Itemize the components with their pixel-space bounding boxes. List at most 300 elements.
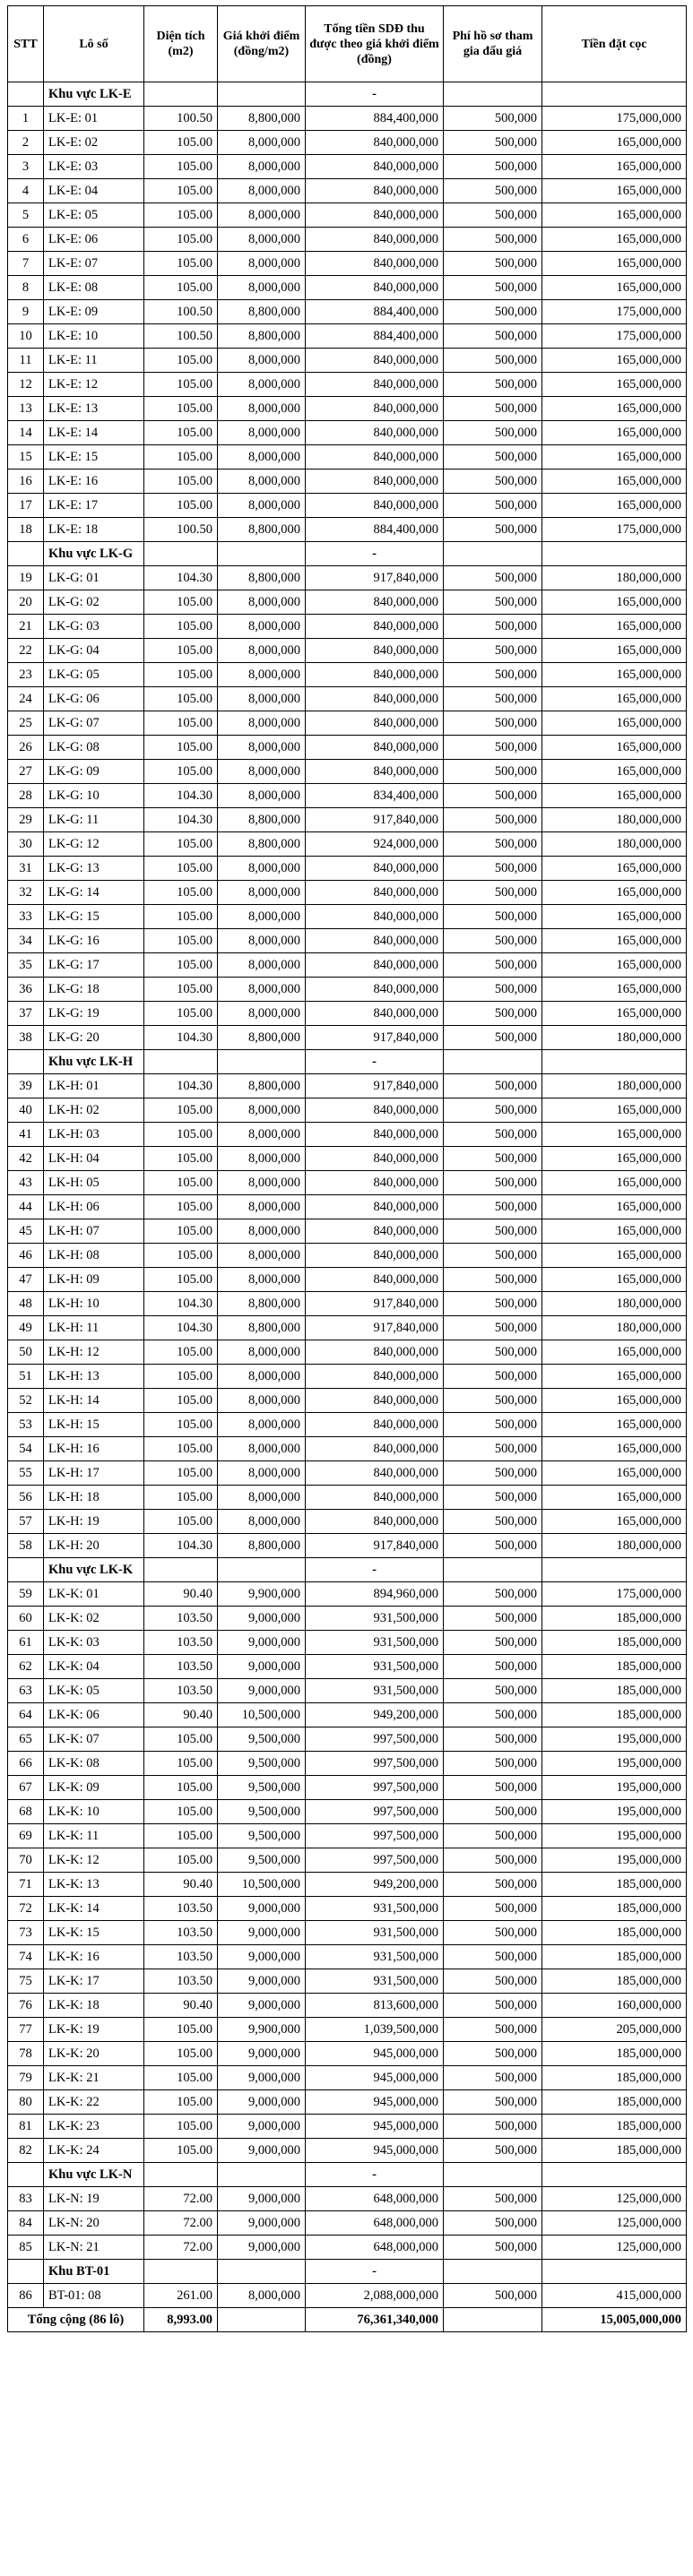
- cell-area: 105.00: [144, 228, 218, 252]
- cell-application-fee: 500,000: [444, 1098, 542, 1123]
- cell-area: 104.30: [144, 784, 218, 808]
- cell-lot: LK-G: 17: [44, 953, 144, 978]
- cell-total-amount: 884,400,000: [306, 107, 444, 131]
- cell-total-amount: 840,000,000: [306, 590, 444, 615]
- cell-deposit: 165,000,000: [542, 639, 687, 663]
- cell-deposit: 125,000,000: [542, 2187, 687, 2211]
- group-empty-price: [218, 1050, 306, 1074]
- header-total-amount: Tổng tiền SDĐ thu được theo giá khởi điểm (đồng): [306, 6, 444, 82]
- table-row: [8, 2066, 687, 2090]
- cell-application-fee: 500,000: [444, 590, 542, 615]
- cell-start-price: 8,000,000: [218, 1340, 306, 1365]
- cell-start-price: 8,000,000: [218, 615, 306, 639]
- table-row: [8, 2211, 687, 2236]
- cell-area: 105.00: [144, 1461, 218, 1486]
- cell-application-fee: 500,000: [444, 2018, 542, 2042]
- cell-stt: 23: [8, 663, 44, 687]
- cell-application-fee: 500,000: [444, 1002, 542, 1026]
- cell-application-fee: 500,000: [444, 1123, 542, 1147]
- cell-total-amount: 840,000,000: [306, 615, 444, 639]
- cell-start-price: 8,000,000: [218, 494, 306, 518]
- cell-area: 105.00: [144, 1219, 218, 1244]
- total-deposit: 15,005,000,000: [542, 2308, 687, 2332]
- cell-lot: LK-E: 09: [44, 300, 144, 324]
- cell-deposit: 180,000,000: [542, 1316, 687, 1340]
- cell-deposit: 165,000,000: [542, 1340, 687, 1365]
- cell-start-price: 8,000,000: [218, 470, 306, 494]
- group-empty-area: [144, 2260, 218, 2284]
- group-empty-stt: [8, 2260, 44, 2284]
- cell-deposit: 180,000,000: [542, 1534, 687, 1558]
- cell-deposit: 165,000,000: [542, 1002, 687, 1026]
- cell-total-amount: 997,500,000: [306, 1727, 444, 1752]
- cell-deposit: 165,000,000: [542, 736, 687, 760]
- cell-start-price: 8,000,000: [218, 857, 306, 881]
- cell-deposit: 125,000,000: [542, 2211, 687, 2236]
- table-row: [8, 2139, 687, 2163]
- cell-total-amount: 924,000,000: [306, 832, 444, 857]
- cell-total-amount: 840,000,000: [306, 349, 444, 373]
- group-title: Khu vực LK-G: [44, 542, 144, 566]
- group-empty-area: [144, 542, 218, 566]
- cell-deposit: 195,000,000: [542, 1800, 687, 1824]
- cell-application-fee: 500,000: [444, 470, 542, 494]
- cell-total-amount: 840,000,000: [306, 1123, 444, 1147]
- header-area: Diện tích (m2): [144, 6, 218, 82]
- cell-total-amount: 931,500,000: [306, 1921, 444, 1945]
- cell-stt: 41: [8, 1123, 44, 1147]
- cell-application-fee: 500,000: [444, 1486, 542, 1510]
- cell-area: 104.30: [144, 566, 218, 590]
- cell-lot: LK-K: 08: [44, 1752, 144, 1776]
- cell-application-fee: 500,000: [444, 1873, 542, 1897]
- table-row: [8, 1316, 687, 1340]
- cell-area: 103.50: [144, 1897, 218, 1921]
- cell-application-fee: 500,000: [444, 566, 542, 590]
- cell-lot: LK-H: 11: [44, 1316, 144, 1340]
- cell-lot: LK-H: 07: [44, 1219, 144, 1244]
- cell-area: 105.00: [144, 203, 218, 228]
- cell-application-fee: 500,000: [444, 324, 542, 349]
- cell-area: 105.00: [144, 1848, 218, 1873]
- cell-application-fee: 500,000: [444, 1219, 542, 1244]
- table-row: [8, 905, 687, 929]
- cell-application-fee: 500,000: [444, 711, 542, 736]
- cell-application-fee: 500,000: [444, 1655, 542, 1679]
- table-row: [8, 2284, 687, 2308]
- cell-start-price: 8,800,000: [218, 1534, 306, 1558]
- group-title: Khu BT-01: [44, 2260, 144, 2284]
- cell-lot: LK-E: 08: [44, 276, 144, 300]
- table-row: [8, 1340, 687, 1365]
- cell-start-price: 8,000,000: [218, 1413, 306, 1437]
- cell-start-price: 8,000,000: [218, 421, 306, 445]
- cell-area: 90.40: [144, 1582, 218, 1607]
- cell-stt: 70: [8, 1848, 44, 1873]
- cell-start-price: 8,800,000: [218, 1316, 306, 1340]
- cell-start-price: 8,000,000: [218, 1123, 306, 1147]
- cell-application-fee: 500,000: [444, 687, 542, 711]
- cell-start-price: 9,000,000: [218, 2139, 306, 2163]
- cell-lot: LK-K: 24: [44, 2139, 144, 2163]
- cell-start-price: 8,000,000: [218, 1219, 306, 1244]
- cell-deposit: 165,000,000: [542, 784, 687, 808]
- cell-start-price: 8,000,000: [218, 1486, 306, 1510]
- cell-deposit: 185,000,000: [542, 2139, 687, 2163]
- cell-start-price: 9,000,000: [218, 2115, 306, 2139]
- cell-lot: LK-E: 15: [44, 445, 144, 470]
- cell-stt: 48: [8, 1292, 44, 1316]
- table-row: [8, 1655, 687, 1679]
- cell-application-fee: 500,000: [444, 2284, 542, 2308]
- cell-start-price: 9,500,000: [218, 1776, 306, 1800]
- cell-area: 105.00: [144, 349, 218, 373]
- cell-total-amount: 840,000,000: [306, 1461, 444, 1486]
- cell-start-price: 8,000,000: [218, 397, 306, 421]
- cell-total-amount: 840,000,000: [306, 978, 444, 1002]
- group-dash: -: [306, 2260, 444, 2284]
- group-empty-stt: [8, 1050, 44, 1074]
- cell-application-fee: 500,000: [444, 1171, 542, 1195]
- group-dash: -: [306, 82, 444, 107]
- cell-deposit: 165,000,000: [542, 1268, 687, 1292]
- cell-area: 105.00: [144, 179, 218, 203]
- cell-application-fee: 500,000: [444, 1389, 542, 1413]
- cell-stt: 69: [8, 1824, 44, 1848]
- cell-lot: LK-E: 06: [44, 228, 144, 252]
- cell-deposit: 165,000,000: [542, 929, 687, 953]
- cell-deposit: 165,000,000: [542, 155, 687, 179]
- cell-area: 105.00: [144, 1800, 218, 1824]
- cell-deposit: 165,000,000: [542, 1171, 687, 1195]
- cell-total-amount: 840,000,000: [306, 421, 444, 445]
- cell-lot: LK-E: 14: [44, 421, 144, 445]
- cell-start-price: 9,500,000: [218, 1848, 306, 1873]
- cell-application-fee: 500,000: [444, 2139, 542, 2163]
- cell-start-price: 8,000,000: [218, 1098, 306, 1123]
- cell-deposit: 165,000,000: [542, 881, 687, 905]
- cell-total-amount: 840,000,000: [306, 203, 444, 228]
- cell-stt: 52: [8, 1389, 44, 1413]
- cell-application-fee: 500,000: [444, 1534, 542, 1558]
- table-row: [8, 2018, 687, 2042]
- cell-start-price: 8,000,000: [218, 1171, 306, 1195]
- cell-area: 104.30: [144, 1026, 218, 1050]
- table-row: [8, 2090, 687, 2115]
- cell-application-fee: 500,000: [444, 2211, 542, 2236]
- cell-stt: 39: [8, 1074, 44, 1098]
- cell-area: 105.00: [144, 736, 218, 760]
- cell-application-fee: 500,000: [444, 1461, 542, 1486]
- cell-start-price: 9,000,000: [218, 1921, 306, 1945]
- header-row: [8, 6, 687, 82]
- cell-stt: 72: [8, 1897, 44, 1921]
- cell-start-price: 8,000,000: [218, 1244, 306, 1268]
- cell-total-amount: 945,000,000: [306, 2090, 444, 2115]
- cell-stt: 55: [8, 1461, 44, 1486]
- cell-area: 105.00: [144, 1340, 218, 1365]
- cell-stt: 35: [8, 953, 44, 978]
- table-row: [8, 252, 687, 276]
- total-empty-price: [218, 2308, 306, 2332]
- total-label: Tổng cộng (86 lô): [8, 2308, 144, 2332]
- cell-area: 105.00: [144, 494, 218, 518]
- cell-stt: 84: [8, 2211, 44, 2236]
- cell-application-fee: 500,000: [444, 1268, 542, 1292]
- cell-area: 105.00: [144, 1437, 218, 1461]
- cell-application-fee: 500,000: [444, 1727, 542, 1752]
- cell-total-amount: 840,000,000: [306, 228, 444, 252]
- cell-stt: 46: [8, 1244, 44, 1268]
- cell-deposit: 165,000,000: [542, 397, 687, 421]
- cell-start-price: 9,000,000: [218, 1631, 306, 1655]
- cell-total-amount: 840,000,000: [306, 663, 444, 687]
- cell-stt: 38: [8, 1026, 44, 1050]
- cell-total-amount: 840,000,000: [306, 276, 444, 300]
- cell-application-fee: 500,000: [444, 663, 542, 687]
- cell-total-amount: 997,500,000: [306, 1776, 444, 1800]
- cell-deposit: 165,000,000: [542, 228, 687, 252]
- cell-deposit: 165,000,000: [542, 953, 687, 978]
- cell-application-fee: 500,000: [444, 228, 542, 252]
- cell-area: 90.40: [144, 1873, 218, 1897]
- cell-application-fee: 500,000: [444, 1969, 542, 1994]
- cell-stt: 36: [8, 978, 44, 1002]
- cell-start-price: 9,000,000: [218, 2187, 306, 2211]
- cell-total-amount: 931,500,000: [306, 1679, 444, 1703]
- cell-start-price: 9,500,000: [218, 1824, 306, 1848]
- cell-lot: LK-G: 15: [44, 905, 144, 929]
- cell-lot: LK-E: 11: [44, 349, 144, 373]
- cell-start-price: 8,800,000: [218, 832, 306, 857]
- cell-stt: 6: [8, 228, 44, 252]
- cell-deposit: 165,000,000: [542, 421, 687, 445]
- cell-lot: LK-H: 20: [44, 1534, 144, 1558]
- cell-lot: LK-K: 21: [44, 2066, 144, 2090]
- table-row: [8, 1873, 687, 1897]
- cell-start-price: 8,000,000: [218, 203, 306, 228]
- cell-total-amount: 931,500,000: [306, 1897, 444, 1921]
- cell-stt: 8: [8, 276, 44, 300]
- table-row: [8, 784, 687, 808]
- header-deposit: Tiền đặt cọc: [542, 6, 687, 82]
- group-empty-price: [218, 82, 306, 107]
- table-row: [8, 1607, 687, 1631]
- cell-area: 103.50: [144, 1945, 218, 1969]
- table-row: [8, 687, 687, 711]
- cell-lot: LK-E: 04: [44, 179, 144, 203]
- cell-deposit: 165,000,000: [542, 590, 687, 615]
- cell-area: 105.00: [144, 2066, 218, 2090]
- group-header-row: [8, 82, 687, 107]
- cell-start-price: 9,000,000: [218, 1897, 306, 1921]
- cell-total-amount: 2,088,000,000: [306, 2284, 444, 2308]
- cell-lot: LK-K: 17: [44, 1969, 144, 1994]
- table-row: [8, 1534, 687, 1558]
- cell-stt: 60: [8, 1607, 44, 1631]
- group-empty-deposit: [542, 1558, 687, 1582]
- table-row: [8, 470, 687, 494]
- cell-application-fee: 500,000: [444, 203, 542, 228]
- cell-lot: LK-K: 01: [44, 1582, 144, 1607]
- cell-application-fee: 500,000: [444, 421, 542, 445]
- cell-total-amount: 840,000,000: [306, 760, 444, 784]
- cell-deposit: 185,000,000: [542, 1873, 687, 1897]
- table-row: [8, 1195, 687, 1219]
- cell-stt: 51: [8, 1365, 44, 1389]
- cell-area: 105.00: [144, 276, 218, 300]
- table-row: [8, 494, 687, 518]
- cell-deposit: 165,000,000: [542, 905, 687, 929]
- cell-area: 105.00: [144, 639, 218, 663]
- cell-lot: LK-G: 16: [44, 929, 144, 953]
- cell-lot: LK-H: 06: [44, 1195, 144, 1219]
- cell-application-fee: 500,000: [444, 2066, 542, 2090]
- cell-stt: 62: [8, 1655, 44, 1679]
- cell-deposit: 165,000,000: [542, 1389, 687, 1413]
- cell-stt: 26: [8, 736, 44, 760]
- cell-application-fee: 500,000: [444, 2236, 542, 2260]
- cell-area: 100.50: [144, 107, 218, 131]
- cell-start-price: 8,800,000: [218, 518, 306, 542]
- cell-deposit: 175,000,000: [542, 518, 687, 542]
- cell-stt: 66: [8, 1752, 44, 1776]
- table-row: [8, 397, 687, 421]
- total-empty-fee: [444, 2308, 542, 2332]
- cell-stt: 63: [8, 1679, 44, 1703]
- cell-stt: 14: [8, 421, 44, 445]
- cell-total-amount: 840,000,000: [306, 252, 444, 276]
- group-empty-stt: [8, 2163, 44, 2187]
- cell-area: 105.00: [144, 1413, 218, 1437]
- cell-application-fee: 500,000: [444, 929, 542, 953]
- cell-stt: 19: [8, 566, 44, 590]
- cell-application-fee: 500,000: [444, 107, 542, 131]
- cell-area: 105.00: [144, 953, 218, 978]
- group-empty-stt: [8, 542, 44, 566]
- cell-start-price: 8,000,000: [218, 881, 306, 905]
- cell-stt: 53: [8, 1413, 44, 1437]
- cell-total-amount: 917,840,000: [306, 1026, 444, 1050]
- cell-stt: 61: [8, 1631, 44, 1655]
- group-header-row: [8, 2260, 687, 2284]
- cell-application-fee: 500,000: [444, 736, 542, 760]
- cell-lot: LK-E: 12: [44, 373, 144, 397]
- cell-lot: LK-H: 10: [44, 1292, 144, 1316]
- cell-stt: 22: [8, 639, 44, 663]
- cell-application-fee: 500,000: [444, 155, 542, 179]
- cell-area: 103.50: [144, 1679, 218, 1703]
- cell-application-fee: 500,000: [444, 1631, 542, 1655]
- cell-start-price: 8,000,000: [218, 711, 306, 736]
- cell-lot: LK-K: 15: [44, 1921, 144, 1945]
- cell-total-amount: 840,000,000: [306, 857, 444, 881]
- cell-area: 105.00: [144, 1776, 218, 1800]
- table-row: [8, 155, 687, 179]
- cell-area: 105.00: [144, 905, 218, 929]
- cell-lot: LK-E: 16: [44, 470, 144, 494]
- table-row: [8, 1679, 687, 1703]
- cell-lot: LK-H: 09: [44, 1268, 144, 1292]
- cell-start-price: 9,000,000: [218, 2236, 306, 2260]
- cell-area: 105.00: [144, 978, 218, 1002]
- cell-deposit: 165,000,000: [542, 203, 687, 228]
- cell-deposit: 165,000,000: [542, 470, 687, 494]
- cell-application-fee: 500,000: [444, 905, 542, 929]
- table-row: [8, 1413, 687, 1437]
- cell-area: 104.30: [144, 1074, 218, 1098]
- table-row: [8, 1486, 687, 1510]
- cell-total-amount: 840,000,000: [306, 1365, 444, 1389]
- cell-deposit: 125,000,000: [542, 2236, 687, 2260]
- cell-lot: LK-H: 14: [44, 1389, 144, 1413]
- table-body: [8, 82, 687, 2332]
- cell-start-price: 8,000,000: [218, 131, 306, 155]
- group-empty-price: [218, 1558, 306, 1582]
- table-row: [8, 1437, 687, 1461]
- cell-total-amount: 840,000,000: [306, 1171, 444, 1195]
- cell-total-amount: 840,000,000: [306, 1340, 444, 1365]
- cell-start-price: 8,000,000: [218, 953, 306, 978]
- cell-deposit: 415,000,000: [542, 2284, 687, 2308]
- cell-start-price: 8,000,000: [218, 373, 306, 397]
- cell-total-amount: 945,000,000: [306, 2139, 444, 2163]
- table-row: [8, 349, 687, 373]
- cell-lot: LK-N: 19: [44, 2187, 144, 2211]
- cell-lot: LK-G: 02: [44, 590, 144, 615]
- cell-application-fee: 500,000: [444, 2042, 542, 2066]
- table-row: [8, 736, 687, 760]
- group-empty-fee: [444, 1558, 542, 1582]
- cell-start-price: 8,000,000: [218, 349, 306, 373]
- cell-deposit: 185,000,000: [542, 2115, 687, 2139]
- cell-deposit: 185,000,000: [542, 2090, 687, 2115]
- table-row: [8, 1074, 687, 1098]
- cell-lot: LK-K: 19: [44, 2018, 144, 2042]
- cell-deposit: 180,000,000: [542, 1292, 687, 1316]
- table-row: [8, 1461, 687, 1486]
- cell-stt: 24: [8, 687, 44, 711]
- cell-total-amount: 840,000,000: [306, 929, 444, 953]
- cell-total-amount: 840,000,000: [306, 711, 444, 736]
- cell-stt: 29: [8, 808, 44, 832]
- table-row: [8, 107, 687, 131]
- cell-stt: 44: [8, 1195, 44, 1219]
- table-row: [8, 179, 687, 203]
- cell-start-price: 8,000,000: [218, 276, 306, 300]
- cell-lot: LK-H: 16: [44, 1437, 144, 1461]
- cell-start-price: 8,800,000: [218, 1026, 306, 1050]
- table-row: [8, 760, 687, 784]
- cell-start-price: 10,500,000: [218, 1873, 306, 1897]
- table-row: [8, 2187, 687, 2211]
- cell-lot: LK-K: 23: [44, 2115, 144, 2139]
- table-row: [8, 1268, 687, 1292]
- cell-application-fee: 500,000: [444, 1994, 542, 2018]
- cell-application-fee: 500,000: [444, 808, 542, 832]
- cell-lot: LK-K: 07: [44, 1727, 144, 1752]
- cell-lot: LK-G: 18: [44, 978, 144, 1002]
- cell-area: 105.00: [144, 1147, 218, 1171]
- cell-application-fee: 500,000: [444, 2090, 542, 2115]
- group-empty-fee: [444, 2163, 542, 2187]
- table-row: [8, 1969, 687, 1994]
- cell-application-fee: 500,000: [444, 276, 542, 300]
- cell-deposit: 185,000,000: [542, 1969, 687, 1994]
- cell-area: 105.00: [144, 445, 218, 470]
- table-row: [8, 590, 687, 615]
- cell-application-fee: 500,000: [444, 881, 542, 905]
